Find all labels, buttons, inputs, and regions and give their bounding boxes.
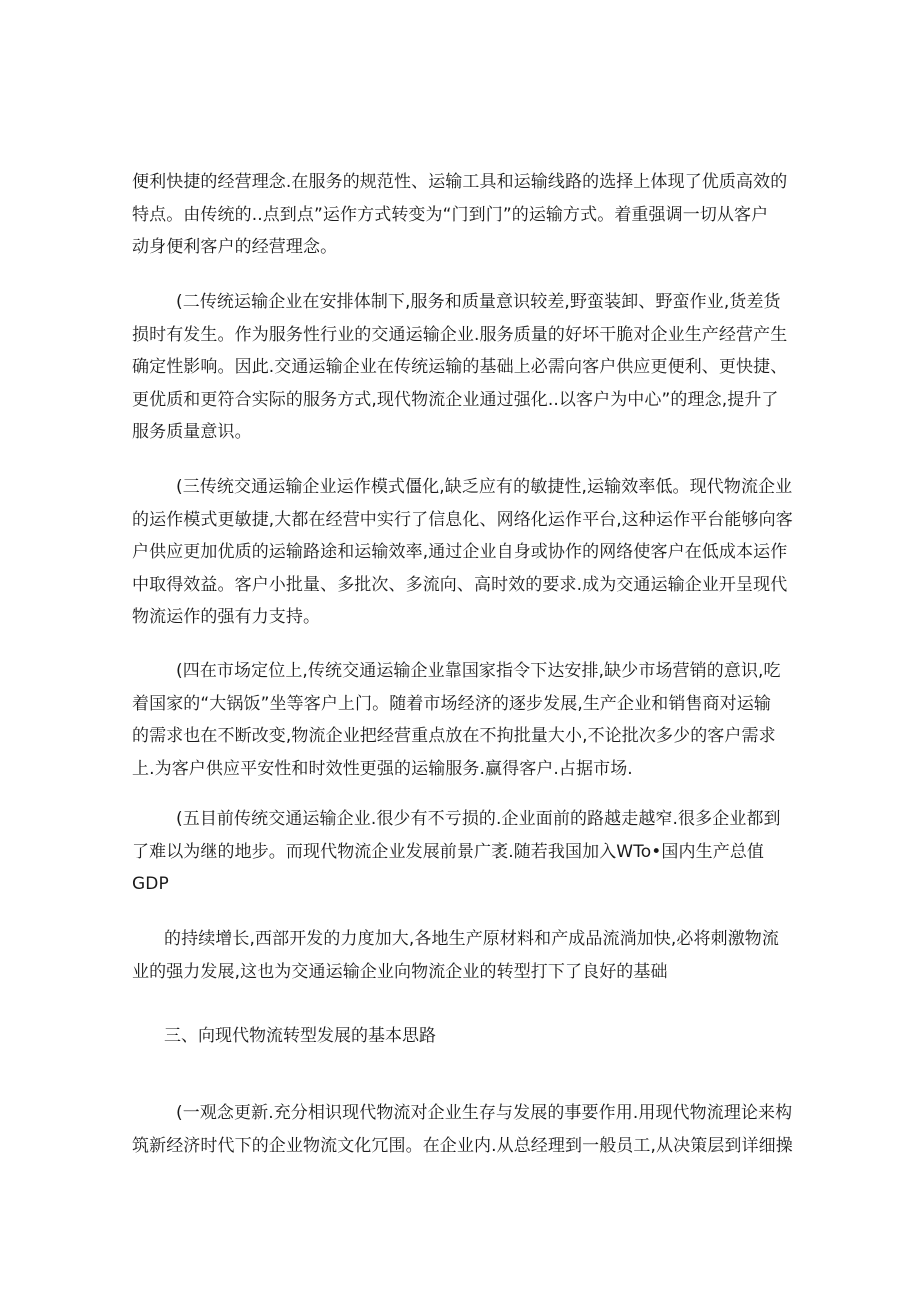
text-line: 更优质和更符合实际的服务方式,现代物流企业通过强化..以客户为中心”的理念,提升了 [132,389,779,410]
paragraph-6 [132,923,792,988]
text-line: 着国家的“大锅饭”坐等客户上门。随着市场经济的逐步发展,生产企业和销售商对运输 [132,693,771,714]
text-line: 筑新经济时代下的企业物流文化冗围。在企业内.从总经理到一般员工,从决策层到详细操 [132,1135,793,1156]
text-line: 的持续增长,西部开发的力度加大,各地生产原材料和产成品流淌加快,必将刺激物流 [164,929,780,949]
text-line: 的运作模式更敏捷,大都在经营中实行了信息化、网络化运作平台,这种运作平台能够向客 [132,509,793,530]
text-line: 的需求也在不断改变,物流企业把经营重点放在不拘批量大小,不论批次多少的客户需求 [132,726,776,746]
text-line: GDP [132,874,169,894]
text-line: (二传统运输企业在安排体制下,服务和质量意识较差,野蛮装卸、野蛮作业,货差货 [176,292,781,312]
paragraph-1 [132,166,792,264]
text-line: 特点。由传统的..点到点”运作方式转变为“门到门”的运输方式。着重强调一切从客户 [132,204,769,225]
text-line: 损时有发生。作为服务性行业的交通运输企业.服务质量的好坏干脆对企业生产经营产生 [132,324,788,345]
paragraph-7 [132,1097,792,1162]
paragraph-3 [132,471,792,634]
text-line: (五目前传统交通运输企业.很少有不亏损的.企业面前的路越走越窄.很多企业都到 [176,809,781,829]
text-line: (一观念更新.充分相识现代物流对企业生存与发展的事要作用.用现代物流理论来构 [176,1103,793,1123]
text-line: 服务质量意识。 [132,422,252,442]
text-line: 户供应更加优质的运输路途和运输效率,通过企业自身或协作的网络使客户在低成本运作 [132,542,788,562]
text-line: (三传统交通运输企业运作模式僵化,缺乏应有的敏捷性,运输效率低。现代物流企业 [176,477,793,497]
text-line: 动身便利客户的经营理念。 [132,237,338,257]
paragraph-5 [132,803,792,901]
text-line: 便利快捷的经营理念.在服务的规范性、运输工具和运输线路的选择上体现了优质高效的 [132,172,788,192]
text-line: (四在市场定位上,传统交通运输企业靠国家指令下达安排,缺少市场营销的意识,吃 [176,661,781,681]
section-heading: 三、向现代物流转型发展的基本思路 [164,1026,436,1046]
paragraph-4 [132,655,792,785]
text-line: 业的强力发展,这也为交通运输企业向物流企业的转型打下了良好的基础 [132,961,668,982]
text-line: 了难以为继的地步。而现代物流企业发展前景广袤.随若我国加入WTo•国内生产总值 [132,841,765,862]
text-line: 物流运作的强有力支持。 [132,607,321,627]
paragraph-2 [132,286,792,449]
text-line: 确定性影响。因此.交通运输企业在传统运输的基础上必需向客户供应更便利、更快捷、 [132,357,788,377]
text-line: 中取得效益。客户小批量、多批次、多流向、高时效的要求.成为交通运输企业开呈现代 [132,574,788,595]
text-line: 上.为客户供应平安性和时效性更强的运输服务.赢得客户.占据市场. [132,758,633,779]
